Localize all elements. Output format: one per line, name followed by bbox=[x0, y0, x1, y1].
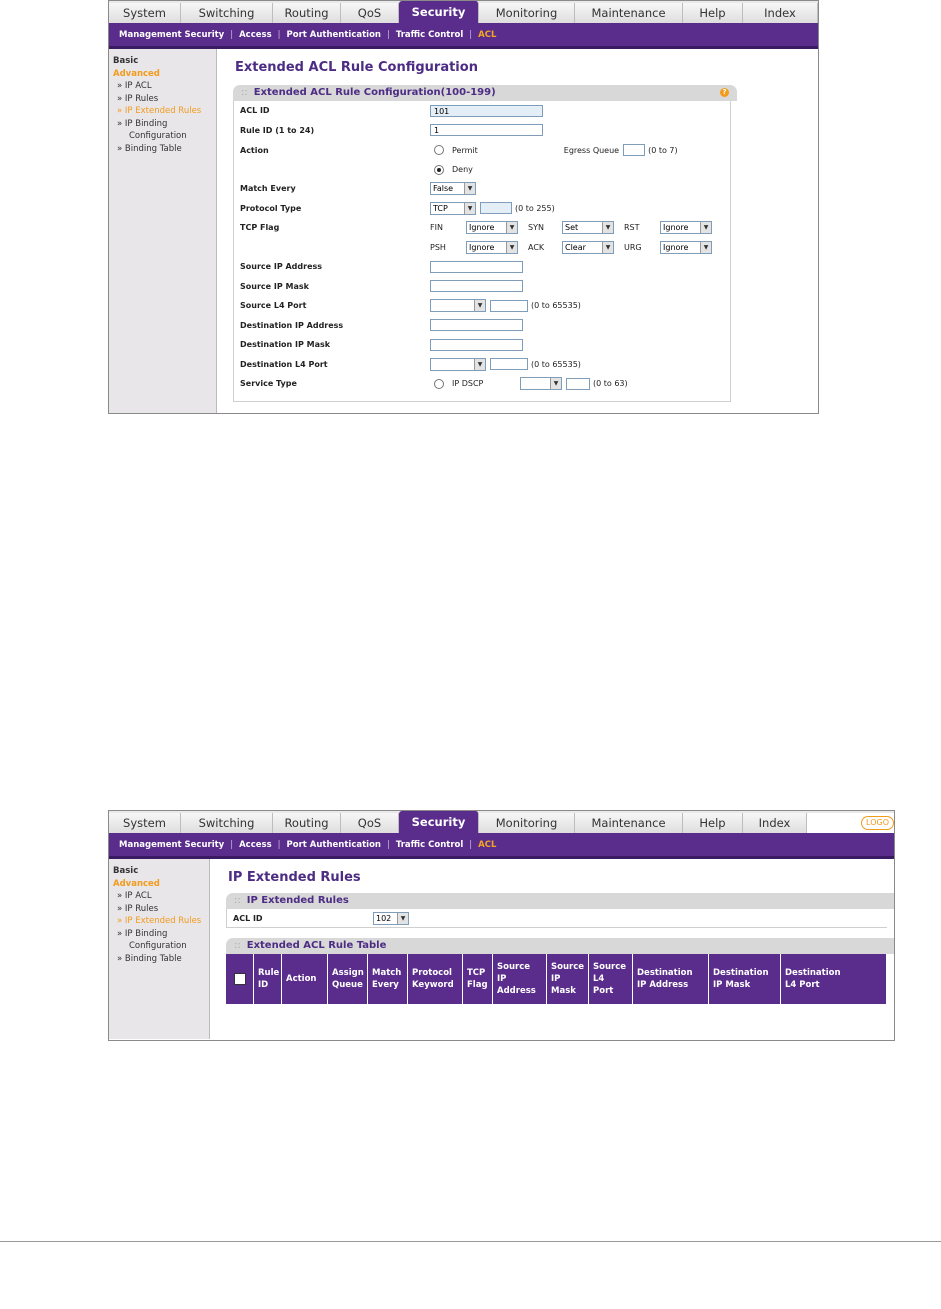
tab-monitoring[interactable]: Monitoring bbox=[479, 813, 575, 833]
flag-rst-label: RST bbox=[624, 223, 640, 233]
flag-rst-select[interactable] bbox=[660, 221, 712, 234]
col-action[interactable]: Action bbox=[282, 954, 328, 1004]
chevron-down-icon: ▼ bbox=[464, 203, 475, 214]
flag-rst-value: Ignore bbox=[663, 223, 689, 233]
match-every-value: False bbox=[433, 184, 454, 194]
match-every-select[interactable] bbox=[430, 182, 476, 195]
dst-l4-select[interactable] bbox=[430, 358, 486, 371]
dst-l4-hint: (0 to 65535) bbox=[531, 359, 581, 369]
label-service-type: Service Type bbox=[240, 379, 297, 389]
chevron-down-icon: ▼ bbox=[602, 242, 613, 253]
flag-syn-select[interactable] bbox=[562, 221, 614, 234]
subnav-access[interactable]: Access bbox=[239, 839, 272, 850]
tab-security[interactable]: Security bbox=[399, 811, 479, 833]
rule-table-header-row bbox=[226, 954, 886, 1004]
help-icon[interactable]: ? bbox=[720, 88, 729, 97]
flag-fin-label: FIN bbox=[430, 223, 443, 233]
sidebar-item-binding-table[interactable]: » Binding Table bbox=[117, 143, 182, 154]
flag-ack-select[interactable] bbox=[562, 241, 614, 254]
dst-l4-input[interactable] bbox=[490, 358, 528, 370]
table-title: Extended ACL Rule Table bbox=[246, 940, 387, 951]
panel-header: :: Extended ACL Rule Configuration(100-199) ? bbox=[233, 85, 737, 101]
chevron-down-icon: ▼ bbox=[474, 359, 485, 370]
sub-navigation: Management Security | Access | Port Authentication | Traffic Control | ACL bbox=[109, 833, 894, 859]
chevron-down-icon: ▼ bbox=[700, 242, 711, 253]
label-protocol-type: Protocol Type bbox=[240, 203, 302, 213]
rule-id-input[interactable]: 1 bbox=[430, 124, 543, 136]
select-all-checkbox[interactable] bbox=[234, 973, 246, 985]
subnav-access[interactable]: Access bbox=[239, 29, 272, 40]
flag-syn-label: SYN bbox=[528, 223, 544, 233]
sidebar-item-ip-rules[interactable]: » IP Rules bbox=[117, 903, 159, 914]
tab-help[interactable]: Help bbox=[683, 813, 743, 833]
tab-index[interactable]: Index bbox=[743, 3, 818, 23]
tab-qos[interactable]: QoS bbox=[341, 3, 399, 23]
tab-routing[interactable]: Routing bbox=[273, 3, 341, 23]
sidebar-item-ip-rules[interactable]: » IP Rules bbox=[117, 93, 159, 104]
chevron-down-icon: ▼ bbox=[506, 242, 517, 253]
sidebar-item-ip-binding-cont[interactable]: Configuration bbox=[129, 131, 187, 141]
label-dst-l4: Destination L4 Port bbox=[240, 359, 328, 369]
chevron-down-icon: ▼ bbox=[474, 300, 485, 311]
sidebar-item-ip-binding-cont[interactable]: Configuration bbox=[129, 941, 187, 951]
egress-queue-label: Egress Queue bbox=[563, 145, 620, 155]
src-l4-input[interactable] bbox=[490, 300, 528, 312]
flag-urg-label: URG bbox=[624, 242, 642, 252]
col-protocol-keyword[interactable]: Protocol Keyword bbox=[408, 954, 463, 1004]
acl-id-select[interactable] bbox=[373, 912, 409, 925]
sidebar-advanced[interactable]: Advanced bbox=[113, 878, 160, 889]
tab-help[interactable]: Help bbox=[683, 3, 743, 23]
label-acl-id: ACL ID bbox=[233, 913, 263, 923]
flag-psh-select[interactable] bbox=[466, 241, 518, 254]
sidebar-item-ip-acl[interactable]: » IP ACL bbox=[117, 81, 152, 91]
dst-ip-input[interactable] bbox=[430, 319, 523, 331]
panel-title: Extended ACL Rule Configuration(100-199) bbox=[253, 87, 496, 98]
ip-dscp-input[interactable] bbox=[566, 378, 590, 390]
col-destination-l4-port[interactable]: Destination L4 Port bbox=[785, 968, 841, 990]
sidebar-item-ip-extended-rules[interactable]: » IP Extended Rules bbox=[117, 106, 202, 116]
sidebar-item-binding-table[interactable]: » Binding Table bbox=[117, 953, 182, 964]
sidebar-basic[interactable]: Basic bbox=[113, 866, 139, 876]
col-source-l4-port[interactable]: Source L4 Port bbox=[589, 954, 633, 1004]
flag-urg-select[interactable] bbox=[660, 241, 712, 254]
permit-radio[interactable] bbox=[434, 145, 444, 155]
flag-fin-select[interactable] bbox=[466, 221, 518, 234]
subnav-acl[interactable]: ACL bbox=[478, 839, 497, 850]
ip-dscp-label: IP DSCP bbox=[452, 379, 484, 389]
chevron-down-icon: ▼ bbox=[700, 222, 711, 233]
protocol-type-select[interactable] bbox=[430, 202, 476, 215]
subnav-traffic-control[interactable]: Traffic Control bbox=[395, 29, 464, 40]
flag-urg-value: Ignore bbox=[663, 242, 689, 252]
label-dst-ip: Destination IP Address bbox=[240, 320, 344, 330]
label-match-every: Match Every bbox=[240, 184, 296, 194]
permit-label: Permit bbox=[452, 145, 478, 155]
flag-psh-label: PSH bbox=[430, 242, 446, 252]
sidebar bbox=[109, 49, 217, 413]
acl-id-field: 101 bbox=[430, 105, 543, 117]
sub-navigation: Management Security | Access | Port Authentication | Traffic Control | ACL bbox=[109, 23, 818, 49]
tab-index[interactable]: Index bbox=[743, 813, 807, 833]
label-tcp-flag: TCP Flag bbox=[240, 223, 280, 233]
main-content bbox=[217, 49, 818, 413]
page-title: Extended ACL Rule Configuration bbox=[235, 60, 478, 75]
src-l4-hint: (0 to 65535) bbox=[531, 301, 581, 311]
deny-radio[interactable] bbox=[434, 165, 444, 175]
flag-ack-label: ACK bbox=[528, 242, 545, 252]
deny-label: Deny bbox=[452, 165, 473, 174]
flag-syn-value: Set bbox=[565, 223, 579, 233]
screenshot-extended-acl-rule-config bbox=[108, 0, 819, 414]
col-destination-ip-address[interactable]: Destination IP Address bbox=[633, 954, 709, 1004]
col-source-ip-mask[interactable]: Source IP Mask bbox=[547, 954, 589, 1004]
table-header: :: Extended ACL Rule Table bbox=[226, 938, 894, 954]
label-src-mask: Source IP Mask bbox=[240, 281, 309, 291]
sidebar-item-ip-extended-rules[interactable]: » IP Extended Rules bbox=[117, 916, 202, 926]
subnav-port-authentication[interactable]: Port Authentication bbox=[286, 29, 381, 40]
sidebar-basic[interactable]: Basic bbox=[113, 56, 139, 66]
tab-monitoring[interactable]: Monitoring bbox=[479, 3, 575, 23]
src-mask-input[interactable] bbox=[430, 280, 523, 292]
col-rule-id[interactable]: Rule ID bbox=[254, 954, 282, 1004]
subnav-port-authentication[interactable]: Port Authentication bbox=[286, 839, 381, 850]
tab-system[interactable]: System bbox=[109, 3, 181, 23]
tab-maintenance[interactable]: Maintenance bbox=[575, 3, 683, 23]
label-src-ip: Source IP Address bbox=[240, 262, 323, 272]
subnav-management-security[interactable]: Management Security bbox=[119, 29, 225, 40]
acl-id-value: 102 bbox=[376, 913, 392, 923]
sidebar-advanced[interactable]: Advanced bbox=[113, 68, 160, 79]
panel-title: IP Extended Rules bbox=[246, 895, 349, 906]
label-rule-id: Rule ID (1 to 24) bbox=[240, 125, 315, 135]
sidebar bbox=[109, 859, 210, 1039]
col-match-every[interactable]: Match Every bbox=[368, 954, 408, 1004]
egress-queue-input[interactable] bbox=[623, 144, 645, 156]
flag-psh-value: Ignore bbox=[469, 242, 495, 252]
tab-routing[interactable]: Routing bbox=[273, 813, 341, 833]
subnav-management-security[interactable]: Management Security bbox=[119, 839, 225, 850]
label-dst-mask: Destination IP Mask bbox=[240, 340, 331, 350]
tab-maintenance[interactable]: Maintenance bbox=[575, 813, 683, 833]
label-action: Action bbox=[240, 145, 269, 155]
label-src-l4: Source L4 Port bbox=[240, 301, 307, 311]
egress-queue-hint: (0 to 7) bbox=[648, 145, 678, 155]
label-acl-id: ACL ID bbox=[240, 106, 270, 116]
ip-dscp-select[interactable] bbox=[520, 377, 562, 390]
acl-filter-form bbox=[226, 909, 887, 928]
subnav-traffic-control[interactable]: Traffic Control bbox=[395, 839, 464, 850]
chevron-down-icon: ▼ bbox=[550, 378, 561, 389]
flag-ack-value: Clear bbox=[565, 242, 586, 252]
dst-mask-input[interactable] bbox=[430, 339, 523, 351]
select-all-cell bbox=[226, 954, 254, 1004]
rule-form bbox=[233, 101, 731, 402]
chevron-down-icon: ▼ bbox=[506, 222, 517, 233]
protocol-number-input[interactable] bbox=[480, 202, 512, 214]
panel-header: :: IP Extended Rules bbox=[226, 893, 894, 909]
chevron-down-icon: ▼ bbox=[464, 183, 475, 194]
protocol-type-value: TCP bbox=[433, 203, 448, 213]
tab-security[interactable]: Security bbox=[399, 1, 479, 23]
top-tab-bar bbox=[109, 1, 818, 23]
ip-dscp-radio[interactable] bbox=[434, 379, 444, 389]
ip-dscp-hint: (0 to 63) bbox=[593, 379, 628, 389]
flag-fin-value: Ignore bbox=[469, 223, 495, 233]
sidebar-item-ip-binding[interactable]: » IP Binding bbox=[117, 118, 168, 129]
logout-button[interactable]: LOGO bbox=[861, 816, 894, 830]
src-l4-select[interactable] bbox=[430, 299, 486, 312]
chevron-down-icon: ▼ bbox=[602, 222, 613, 233]
tab-qos[interactable]: QoS bbox=[341, 813, 399, 833]
sidebar-item-ip-binding[interactable]: » IP Binding bbox=[117, 928, 168, 939]
subnav-acl[interactable]: ACL bbox=[478, 29, 497, 40]
col-source-ip-address[interactable]: Source IP Address bbox=[493, 954, 547, 1004]
tab-system[interactable]: System bbox=[109, 813, 181, 833]
src-ip-input[interactable] bbox=[430, 261, 523, 273]
tab-switching[interactable]: Switching bbox=[181, 813, 273, 833]
tab-switching[interactable]: Switching bbox=[181, 3, 273, 23]
col-tcp-flag[interactable]: TCP Flag bbox=[463, 954, 493, 1004]
page-footer-rule bbox=[0, 1241, 941, 1242]
col-destination-ip-mask[interactable]: Destination IP Mask bbox=[709, 954, 781, 1004]
page-title: IP Extended Rules bbox=[228, 870, 361, 885]
chevron-down-icon: ▼ bbox=[397, 913, 408, 924]
top-tab-bar bbox=[109, 811, 894, 833]
main-content bbox=[210, 859, 894, 1039]
protocol-hint: (0 to 255) bbox=[515, 203, 555, 213]
col-assign-queue[interactable]: Assign Queue bbox=[328, 954, 368, 1004]
screenshot-ip-extended-rules bbox=[108, 810, 895, 1041]
sidebar-item-ip-acl[interactable]: » IP ACL bbox=[117, 891, 152, 901]
